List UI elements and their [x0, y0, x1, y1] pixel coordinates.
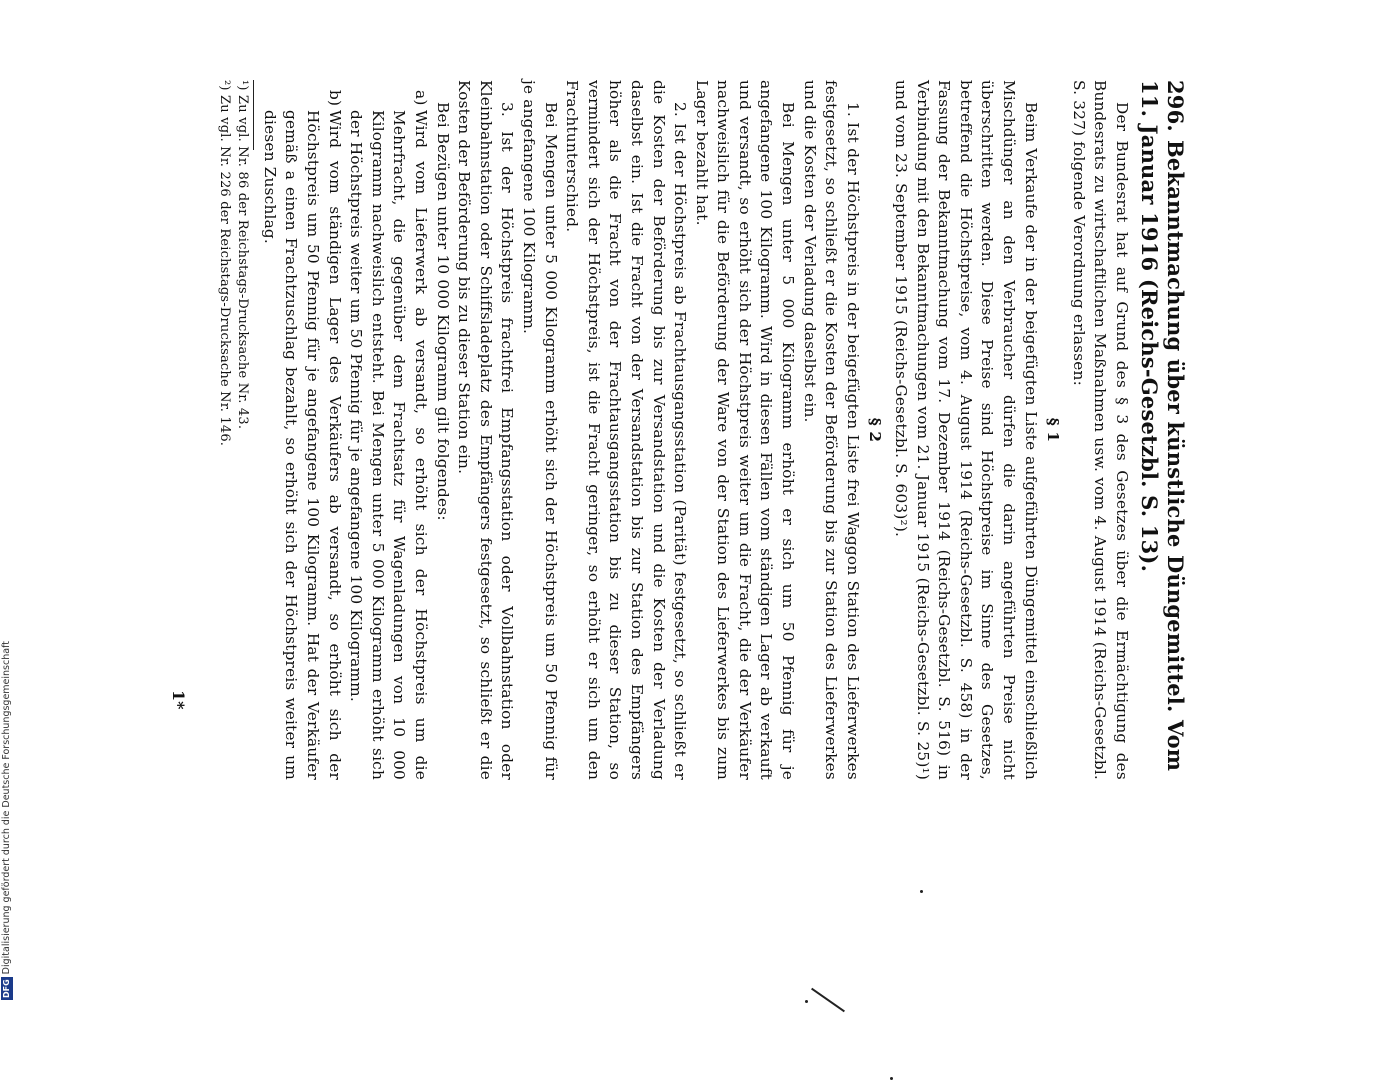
footnote-rule — [253, 80, 254, 150]
document-text-column — [215, 80, 1188, 780]
document-title: Bekanntmachung über künstliche Düngemittel. Vom 11. Januar 1916 (Reichs-Gesetzbl. S. 13). — [1137, 80, 1188, 772]
footnote-1: ¹) Zu vgl. Nr. 86 der Reichstags-Drucksache Nr. 43. — [235, 80, 251, 430]
section-2-item-1-continued: Bei Mengen unter 5 000 Kilogramm erhöht er sich um 50 Pfennig für je angefangene 100 Kilogramm. Wird in diesen Fällen vom ständigen Lager ab verkauft und versandt, so erhöht sich der Höchstpreis weiter um die Fracht, die der Verkäufer nachweislich für die Beförderung der Ware von der Station des Lieferwerkes bis zum Lager bezahlt hat. — [692, 80, 798, 780]
section-2-item-2: 2. Ist der Höchstpreis ab Frachtausgangsstation (Parität) festgesetzt, so schließt er die Kosten der Beförderung bis zur Versandstation und die Kosten der Verladung daselbst ein. Ist die Fracht von der Versandstation bis zur Station des Empfängers höher als die Fracht von der Frachtausgangsstation bis zu dieser Station, so vermindert sich der Höchstpreis, ist die Fracht geringer, so erhöht er sich um den Frachtunterschied. — [563, 80, 690, 780]
scan-artifact-dot — [920, 890, 923, 893]
subitem-b-text: Wird vom ständigen Lager des Verkäufers ab versandt, so erhöht sich der Höchstpreis um 50 Pfennig für je angefangene 100 Kilogramm. Hat der Verkäufer gemäß a einen Frachtzuschlag bezahlt, so erhöht sich der Höchstpreis weiter um diesen Zuschlag. — [260, 110, 344, 780]
footnote-2: ²) Zu vgl. Nr. 226 der Reichstags-Drucksache Nr. 146. — [217, 80, 233, 447]
document-number: 296. — [1163, 80, 1188, 132]
section-2-item-2-continued: Bei Mengen unter 5 000 Kilogramm erhöht sich der Höchstpreis um 50 Pfennig für je angefangene 100 Kilogramm. — [519, 80, 560, 780]
section-2-subitem-b — [258, 80, 344, 780]
section-2-item-1: 1. Ist der Höchstpreis in der beigefügten Liste frei Waggon Station des Lieferwerkes festgesetzt, so schließt er die Kosten der Beförderung bis zur Station des Lieferwerkes und die Kosten der Verladung daselbst ein. — [800, 80, 862, 780]
section-2-item-3-continued: Bei Bezügen unter 10 000 Kilogramm gilt folgendes: — [433, 102, 452, 521]
credit-text: Digitalisierung gefördert durch die Deutsche Forschungsgemeinschaft — [1, 641, 12, 975]
scan-artifact-dot — [805, 1000, 808, 1003]
subitem-a-label: a) — [412, 90, 430, 106]
section-2-item-3: 3. Ist der Höchstpreis frachtfrei Empfangsstation oder Vollbahnstation oder Kleinbahnstation oder Schiffsladeplatz des Empfängers festgesetzt, so schließt er die Kosten der Beförderung bis zu dieser Station ein. — [455, 80, 517, 780]
subitem-a-text: Wird vom Lieferwerk ab versandt, so erhöht sich der Höchstpreis um die Mehrfracht, die gegenüber dem Frachtsatz für Wagenladungen von 10 000 Kilogramm nachweislich entsteht. Bei Mengen unter 5 000 Kilogramm erhöht sich der Höchstpreis weiter um 50 Pfennig für je angefangene 100 Kilogramm. — [347, 110, 430, 780]
intro-paragraph: Der Bundesrat hat auf Grund des § 3 des Gesetzes über die Ermächtigung des Bundesrats zu wirtschaftlichen Maßnahmen usw. vom 4. August 1914 (Reichs-Gesetzbl. S. 327) folgende Verordnung erlassen: — [1069, 80, 1131, 780]
subitem-b-label: b) — [325, 90, 344, 107]
section-2-title: § 2 — [866, 417, 885, 443]
section-2-subitem-a — [345, 80, 431, 780]
dfg-logo: DFG — [2, 979, 11, 998]
page-signature-mark: 1* — [169, 690, 188, 710]
section-1-title: § 1 — [1044, 417, 1063, 443]
document-heading — [1136, 80, 1188, 780]
digitization-credit — [0, 600, 14, 1000]
section-1-text: Beim Verkaufe der in der beigefügten Liste aufgeführten Düngemittel einschließlich Mischdünger an den Verbraucher dürfen die darin angeführten Preise nicht überschritten werden. Diese Preise sind Höchstpreise im Sinne des Gesetzes, betreffend die Höchstpreise, vom 4. August 1914 (Reichs-Gesetzbl. S. 458) in der Fassung der Bekanntmachung vom 17. Dezember 1914 (Reichs-Gesetzbl. S. 516) in Verbindung mit den Bekanntmachungen vom 21. Januar 1915 (Reichs-Gesetzbl. S. 25)¹) und vom 23. September 1915 (Reichs-Gesetzbl. S. 603)²). — [892, 80, 1040, 780]
